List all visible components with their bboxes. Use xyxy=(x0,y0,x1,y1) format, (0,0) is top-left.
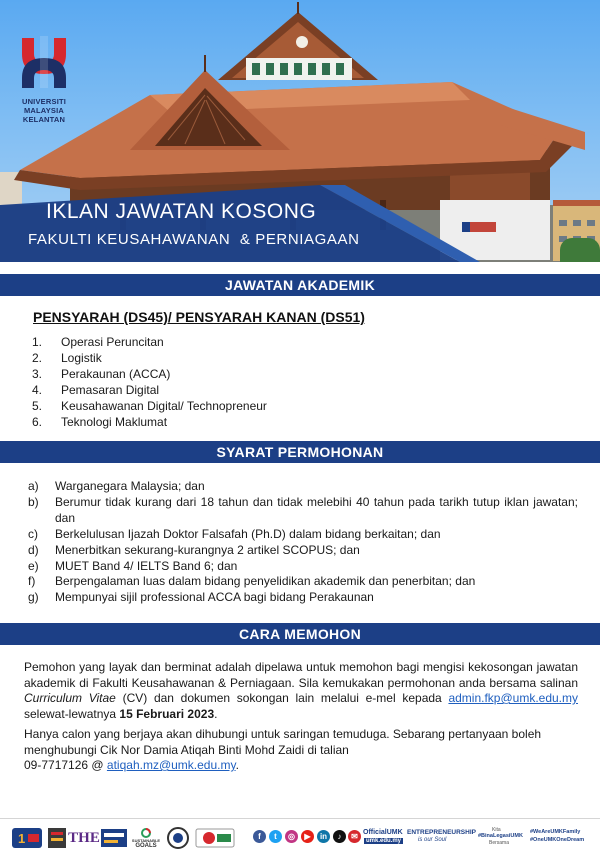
email-link-admin[interactable]: admin.fkp@umk.edu.my xyxy=(448,691,578,705)
youtube-icon[interactable]: ▶ xyxy=(301,830,314,843)
instagram-icon[interactable]: ◎ xyxy=(285,830,298,843)
telegram-icon[interactable]: ✉ xyxy=(348,830,361,843)
entrepreneurship-slogan: ENTREPRENEURSHIP xyxy=(407,829,476,836)
position-title: PENSYARAH (DS45)/ PENSYARAH KANAN (DS51) xyxy=(33,309,365,325)
section-apply-heading: CARA MEMOHON xyxy=(0,623,600,645)
field-list xyxy=(32,335,267,430)
svg-text:1: 1 xyxy=(18,831,26,846)
email-link-contact[interactable]: atiqah.mz@umk.edu.my xyxy=(106,758,236,772)
list-item: 2. Logistik xyxy=(32,350,102,365)
section-requirements-heading: SYARAT PERMOHONAN xyxy=(0,441,600,463)
official-umk-handle: OfficialUMK xyxy=(363,829,403,836)
sdg-logo: SUSTAINABLE GOALS xyxy=(131,825,161,851)
faculty-subtitle: FAKULTI KEUSAHAWANAN & PERNIAGAAN xyxy=(28,231,360,248)
umk-logo-mark-icon xyxy=(18,34,70,92)
tiktok-icon[interactable]: ♪ xyxy=(333,830,346,843)
list-item: 6. Teknologi Maklumat xyxy=(32,414,168,429)
list-item: c) Berkelulusan Ijazah Doktor Falsafah (Ph.D) dalam bidang berkaitan; dan xyxy=(28,526,441,541)
list-item: a) Warganegara Malaysia; dan xyxy=(28,479,205,493)
linkedin-icon[interactable]: in xyxy=(317,830,330,843)
footer-divider xyxy=(0,818,600,819)
page-title: IKLAN JAWATAN KOSONG xyxy=(46,200,317,223)
bina-legasi-hashtag: #BinaLegasiUMK xyxy=(478,833,523,839)
list-item: e) MUET Band 4/ IELTS Band 6; dan xyxy=(28,558,238,573)
logo-line-3: KELANTAN xyxy=(22,115,66,124)
umk-family-hashtag: #WeAreUMKFamily xyxy=(530,829,581,835)
section-academic-heading: JAWATAN AKADEMIK xyxy=(0,274,600,296)
apply-paragraph: Pemohon yang layak dan berminat adalah dipelawa untuk memohon bagi mengisi kekosongan jawatan akademik di Fakulti Keusahawanan & Perniagaan. Sila kemukakan permohonan anda bersama salinan Curriculum Vitae (CV) dan dokumen sokongan lain melalui e-mel kepada admin.fkp@umk.edu.my selewat-lewatnya 15 Februari 2023. xyxy=(24,660,578,721)
one-umk-hashtag: #OneUMKOneDream xyxy=(530,837,585,843)
list-item: d) Menerbitkan sekurang-kurangnya 2 artikel SCOPUS; dan xyxy=(28,542,360,557)
cv-text: Curriculum Vitae xyxy=(24,691,116,705)
list-item: 3. Perakaunan (ACCA) xyxy=(32,366,171,381)
bina-legasi-bersama: Bersama xyxy=(489,840,510,846)
list-item: b) Berumur tidak kurang dari 18 tahun dan tidak melebihi 40 tahun pada tarikh tutup iklan jawatan; dan xyxy=(28,494,578,525)
list-item: 5. Keusahawanan Digital/ Technopreneur xyxy=(32,398,267,413)
bina-legasi-kita: Kita xyxy=(492,827,501,833)
logo-line-1: UNIVERSITI xyxy=(21,97,67,106)
award-logo-1-icon xyxy=(10,825,44,851)
the-ranking-logo: THE xyxy=(68,829,100,846)
deadline: 15 Februari 2023 xyxy=(119,706,215,721)
list-item: f) Berpengalaman luas dalam bidang penyelidikan akademik dan penerbitan; dan xyxy=(28,574,476,589)
requirements-list xyxy=(28,479,578,606)
contact-paragraph: Hanya calon yang berjaya akan dihubungi untuk saringan temuduga. Sebarang pertanyaan boleh menghubungi Cik Nor Damia Atiqah Binti Mohd Zaidi di talian 09-7717126 @ atiqah.mz@umk.edu.my. xyxy=(24,727,542,772)
list-item: 4. Pemasaran Digital xyxy=(32,382,160,397)
award-logo-5-icon xyxy=(195,825,235,851)
phone-number: 09-7717126 @ xyxy=(24,758,107,772)
facebook-icon[interactable]: f xyxy=(253,830,266,843)
list-item: 1. Operasi Peruncitan xyxy=(32,335,164,349)
umk-logo xyxy=(18,34,70,124)
footer xyxy=(0,825,600,853)
award-logo-4-icon xyxy=(164,825,192,851)
list-item: g) Mempunyai sijil professional ACCA bagi bidang Perakaunan xyxy=(28,590,374,605)
logo-line-2: MALAYSIA xyxy=(23,106,65,115)
twitter-icon[interactable]: t xyxy=(269,830,282,843)
award-logo-2-icon xyxy=(47,825,67,851)
entrepreneurship-slogan-2: is our Soul xyxy=(418,837,447,843)
header-banner xyxy=(0,0,600,262)
award-logo-3-icon xyxy=(100,825,128,851)
official-umk-site: umk.edu.my xyxy=(366,838,402,844)
